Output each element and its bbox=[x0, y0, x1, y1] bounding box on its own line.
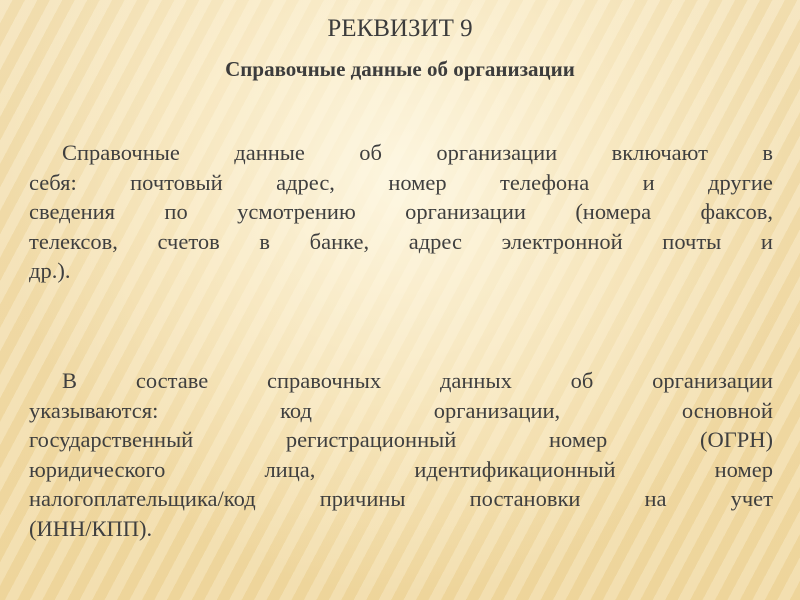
word: в bbox=[259, 228, 271, 254]
word: юридического bbox=[29, 456, 166, 482]
text-line bbox=[29, 455, 773, 485]
word: организации bbox=[436, 140, 558, 165]
word: др.). bbox=[29, 258, 71, 283]
word: постановки bbox=[469, 486, 581, 511]
word: номер bbox=[548, 427, 608, 452]
word: почты bbox=[662, 228, 722, 254]
word: Справочные bbox=[62, 140, 180, 165]
text-line bbox=[29, 168, 773, 198]
word: (ИНН/КПП). bbox=[29, 515, 153, 541]
slide-subtitle: Справочные данные об организации bbox=[225, 57, 575, 81]
word: указываются: bbox=[29, 397, 159, 423]
slide-title: РЕКВИЗИТ 9 bbox=[327, 15, 473, 42]
word: код bbox=[280, 397, 312, 423]
word: (ОГРН) bbox=[699, 427, 773, 452]
word: учет bbox=[730, 486, 773, 511]
word: другие bbox=[708, 169, 773, 195]
word: в bbox=[762, 140, 773, 165]
word: об bbox=[570, 368, 594, 393]
word: налогоплательщика/код bbox=[29, 486, 256, 511]
word: причины bbox=[319, 486, 406, 511]
word: почтовый bbox=[130, 169, 223, 195]
word: себя: bbox=[29, 169, 77, 195]
word: номер bbox=[714, 456, 773, 482]
paragraph-registration-codes bbox=[29, 366, 773, 543]
word: и bbox=[760, 228, 773, 254]
text-line bbox=[29, 366, 773, 396]
text-line bbox=[29, 396, 773, 426]
text-line bbox=[29, 197, 773, 227]
word: адрес bbox=[408, 228, 462, 254]
word: и bbox=[642, 169, 655, 195]
word: банке, bbox=[309, 228, 370, 254]
word: лица, bbox=[264, 456, 316, 482]
word: электронной bbox=[501, 228, 623, 254]
word: справочных bbox=[267, 368, 382, 393]
word: организации bbox=[405, 199, 526, 224]
word: на bbox=[644, 486, 667, 511]
word: государственный bbox=[29, 427, 194, 452]
text-line bbox=[29, 484, 773, 514]
word: данных bbox=[439, 368, 512, 393]
word: идентификационный bbox=[414, 456, 616, 482]
word: составе bbox=[135, 368, 209, 393]
word: номер bbox=[388, 169, 447, 195]
word: организации, bbox=[433, 397, 561, 423]
text-line bbox=[29, 425, 773, 455]
word: счетов bbox=[157, 228, 220, 254]
word: усмотрению bbox=[237, 199, 356, 224]
word: основной bbox=[681, 397, 773, 423]
word: В bbox=[62, 368, 78, 393]
word: данные bbox=[234, 140, 305, 165]
word: телефона bbox=[500, 169, 590, 195]
word: (номера bbox=[575, 199, 652, 224]
word: телексов, bbox=[29, 228, 118, 254]
text-line bbox=[29, 227, 773, 257]
word: сведения bbox=[29, 199, 116, 224]
word: по bbox=[164, 199, 188, 224]
word: регистрационный bbox=[285, 427, 457, 452]
text-line bbox=[29, 256, 773, 286]
word: организации bbox=[652, 368, 773, 393]
paragraph-contact-info bbox=[29, 138, 773, 286]
text-line bbox=[29, 138, 773, 168]
word: об bbox=[359, 140, 382, 165]
word: адрес, bbox=[276, 169, 335, 195]
text-line bbox=[29, 514, 773, 544]
word: включают bbox=[611, 140, 708, 165]
word: факсов, bbox=[700, 199, 773, 224]
